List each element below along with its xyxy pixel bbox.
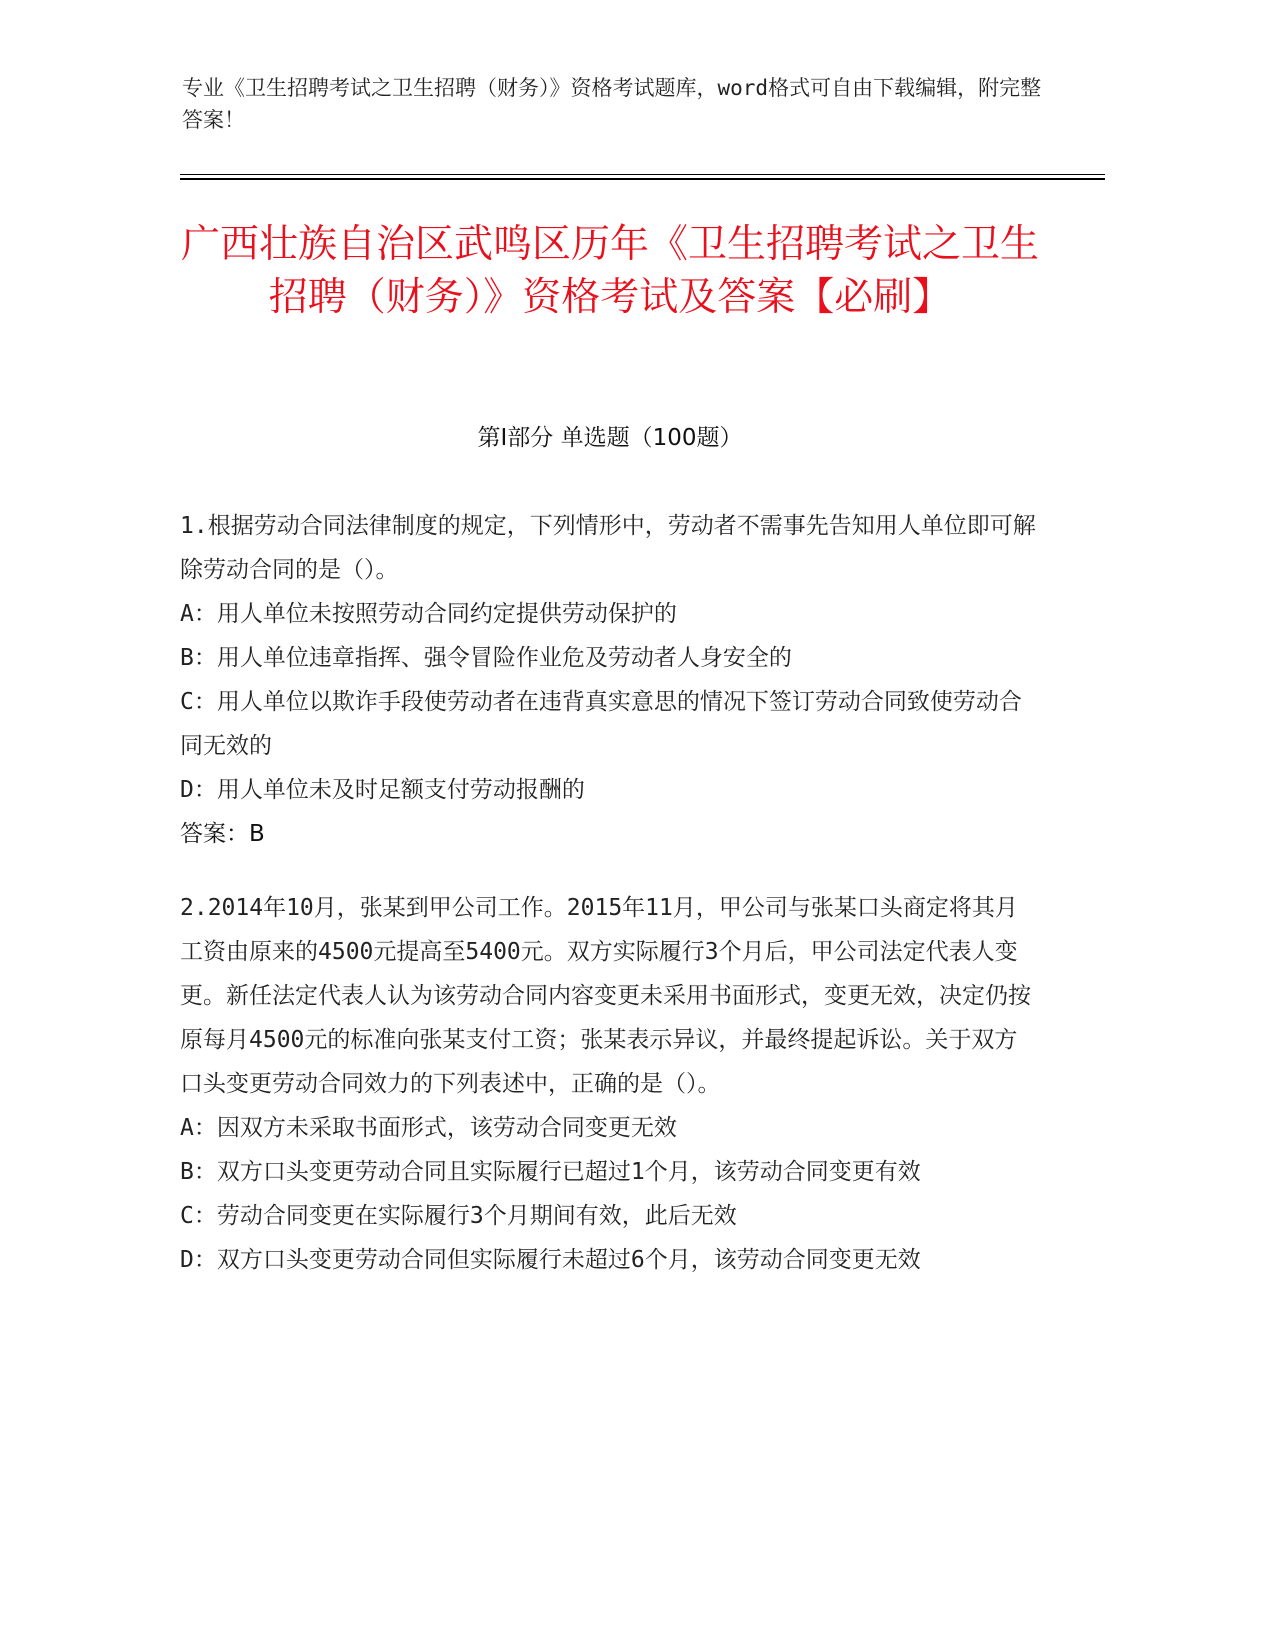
question-1	[180, 504, 1040, 856]
header-divider-thin	[180, 174, 1105, 175]
header-note: 专业《卫生招聘考试之卫生招聘（财务）》资格考试题库，word格式可自由下载编辑，附完整答案！	[182, 76, 1042, 132]
header-divider-thick	[180, 178, 1105, 180]
option-d: D：用人单位未及时足额支付劳动报酬的	[180, 777, 585, 803]
answer-label: 答案：B	[180, 821, 265, 847]
option-c: C：用人单位以欺诈手段使劳动者在违背真实意思的情况下签订劳动合同致使劳动合同无效的	[180, 689, 1022, 759]
option-a: A：因双方未采取书面形式，该劳动合同变更无效	[180, 1115, 677, 1141]
document-title: 广西壮族自治区武鸣区历年《卫生招聘考试之卫生招聘（财务）》资格考试及答案【必刷】	[180, 222, 1039, 320]
option-d: D：双方口头变更劳动合同但实际履行未超过6个月，该劳动合同变更无效	[180, 1247, 921, 1273]
question-text: 1.根据劳动合同法律制度的规定，下列情形中，劳动者不需事先告知用人单位即可解除劳动合同的是（）。	[180, 513, 1036, 583]
option-b: B：用人单位违章指挥、强令冒险作业危及劳动者人身安全的	[180, 645, 792, 671]
option-a: A：用人单位未按照劳动合同约定提供劳动保护的	[180, 601, 677, 627]
question-2	[180, 886, 1040, 1282]
question-list	[180, 504, 1040, 1282]
option-b: B：双方口头变更劳动合同且实际履行已超过1个月，该劳动合同变更有效	[180, 1159, 921, 1185]
question-text: 2.2014年10月，张某到甲公司工作。2015年11月，甲公司与张某口头商定将其月工资由原来的4500元提高至5400元。双方实际履行3个月后，甲公司法定代表人变更。新任法定代表人认为该劳动合同内容变更未采用书面形式，变更无效，决定仍按原每月4500元的标准向张某支付工资；张某表示异议，并最终提起诉讼。关于双方口头变更劳动合同效力的下列表述中，正确的是（）。	[180, 895, 1031, 1097]
option-c: C：劳动合同变更在实际履行3个月期间有效，此后无效	[180, 1203, 737, 1229]
section-heading: 第I部分 单选题（100题）	[477, 425, 743, 451]
